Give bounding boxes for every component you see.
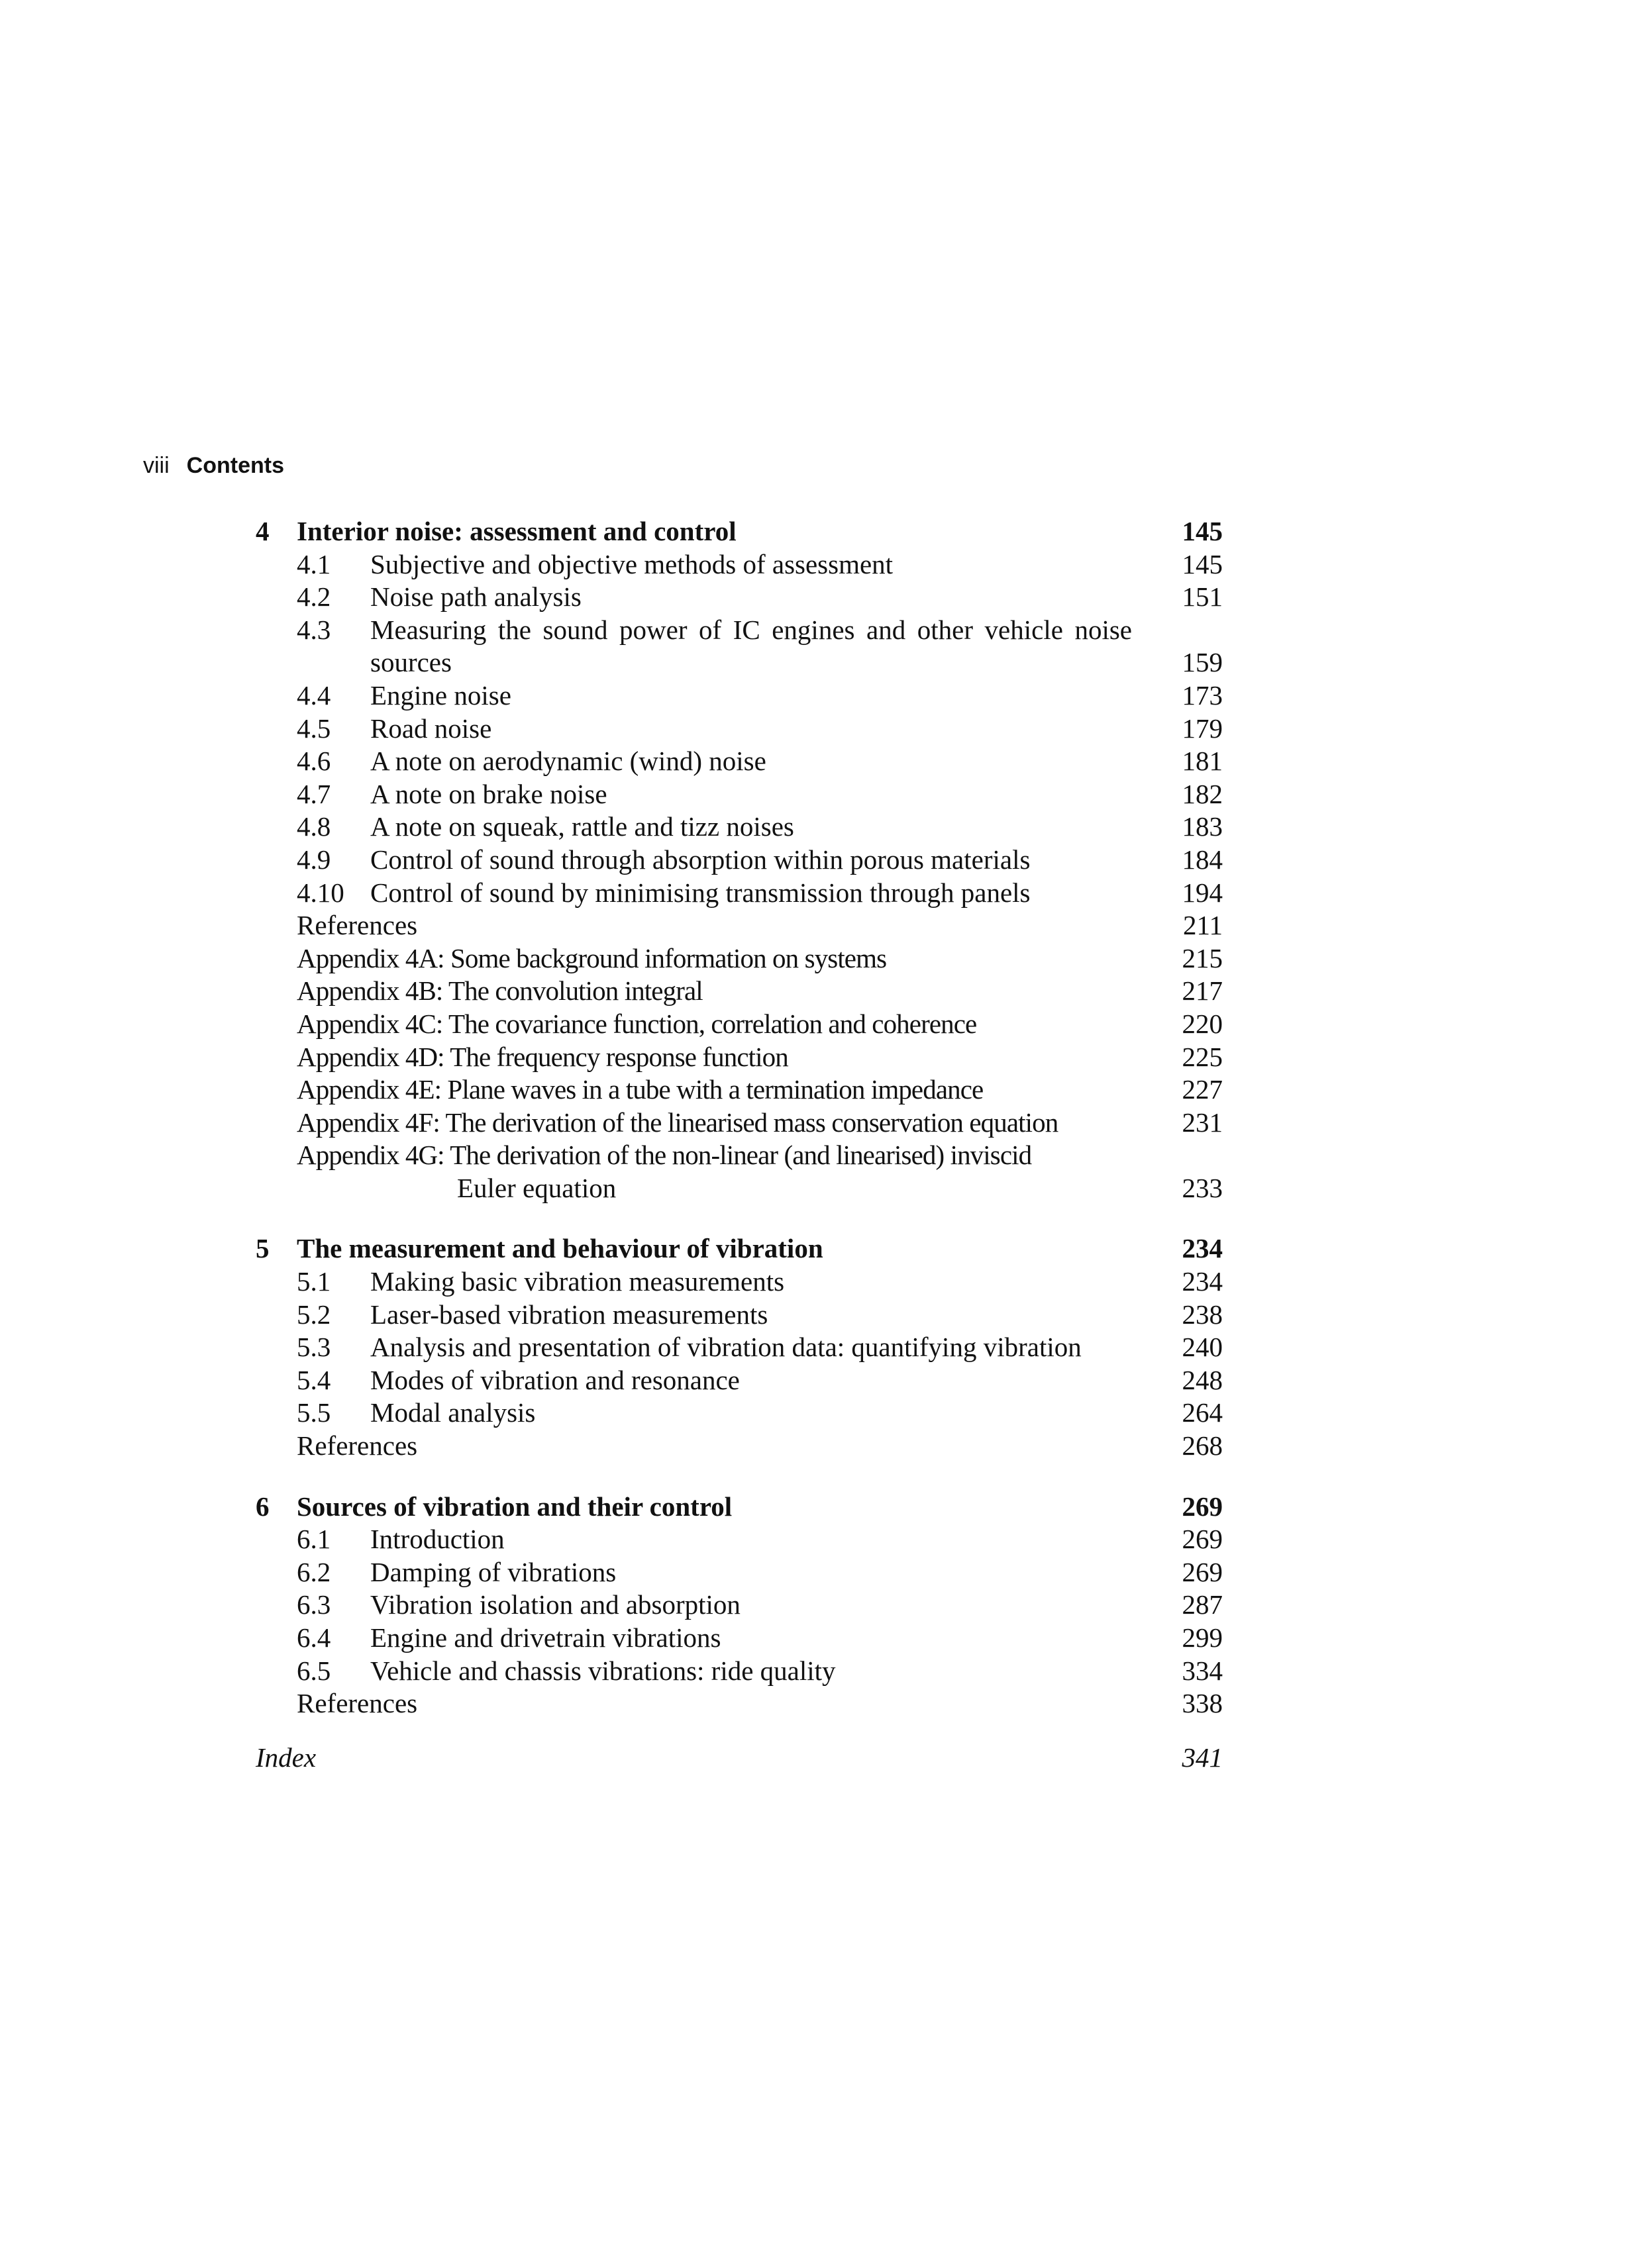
- toc-section[interactable]: [256, 713, 1223, 746]
- page-number: 248: [1182, 1364, 1223, 1395]
- references-title: References: [297, 1688, 418, 1719]
- chapter-5: [256, 1232, 1223, 1462]
- toc-section[interactable]: [256, 1556, 1223, 1589]
- toc-references[interactable]: [256, 1687, 1223, 1720]
- page-number: 234: [1182, 1266, 1223, 1297]
- toc-appendix[interactable]: [256, 1073, 1223, 1107]
- section-number: 4.7: [297, 778, 331, 809]
- section-number: 6.1: [297, 1524, 331, 1555]
- chapter-title: Interior noise: assessment and control: [297, 516, 737, 546]
- page-number: 151: [1182, 581, 1223, 613]
- toc-appendix[interactable]: [256, 1107, 1223, 1140]
- chapter-4: [256, 515, 1223, 1205]
- toc-section[interactable]: [256, 1523, 1223, 1556]
- page-number: 159: [1182, 647, 1223, 678]
- section-title: Control of sound through absorption within porous materials: [370, 844, 1031, 875]
- toc-appendix[interactable]: [256, 1008, 1223, 1041]
- section-number: 4.3: [297, 614, 331, 645]
- toc-section[interactable]: [256, 581, 1223, 614]
- appendix-title: Appendix 4E: Plane waves in a tube with a termination impedance: [297, 1074, 984, 1105]
- toc-index[interactable]: [256, 1742, 1223, 1775]
- toc-section[interactable]: [256, 1589, 1223, 1622]
- section-title: Modes of vibration and resonance: [370, 1364, 740, 1395]
- section-number: 4.8: [297, 811, 331, 842]
- page-number: 227: [1182, 1074, 1223, 1105]
- section-number: 5.2: [297, 1299, 331, 1330]
- page-number: 233: [1182, 1172, 1223, 1203]
- section-title: Analysis and presentation of vibration data: quantifying vibration: [370, 1332, 1082, 1363]
- section-title: Road noise: [370, 713, 492, 744]
- page-number: 183: [1182, 811, 1223, 842]
- section-title: Engine and drivetrain vibrations: [370, 1622, 721, 1653]
- section-number: 4.10: [297, 877, 344, 908]
- appendix-title: Appendix 4F: The derivation of the linearised mass conservation equation: [297, 1107, 1058, 1138]
- page-number: 334: [1182, 1655, 1223, 1686]
- toc-section[interactable]: [256, 1397, 1223, 1430]
- section-title: Noise path analysis: [370, 581, 582, 613]
- page-number: 264: [1182, 1397, 1223, 1428]
- chapter-heading[interactable]: [256, 1232, 1223, 1265]
- page-number: 240: [1182, 1332, 1223, 1363]
- section-number: 6.3: [297, 1589, 331, 1620]
- section-title: A note on brake noise: [370, 778, 607, 809]
- section-number: 5.1: [297, 1266, 331, 1297]
- section-title: Vibration isolation and absorption: [370, 1589, 741, 1620]
- page-number: 269: [1182, 1491, 1223, 1522]
- section-title: Damping of vibrations: [370, 1556, 617, 1587]
- page-number: 231: [1182, 1107, 1223, 1138]
- appendix-title: Appendix 4C: The covariance function, correlation and coherence: [297, 1008, 977, 1039]
- running-head: [143, 453, 284, 479]
- toc-section[interactable]: [256, 1622, 1223, 1655]
- toc-section[interactable]: [256, 548, 1223, 581]
- page-number: 225: [1182, 1041, 1223, 1072]
- toc-section[interactable]: [256, 877, 1223, 910]
- section-title: Engine noise: [370, 679, 511, 711]
- page-number: 341: [1182, 1742, 1223, 1773]
- page-number: 217: [1182, 975, 1223, 1007]
- chapter-number: 4: [256, 516, 270, 546]
- chapter-6: [256, 1491, 1223, 1720]
- chapter-number: 6: [256, 1491, 270, 1522]
- toc-appendix[interactable]: [256, 942, 1223, 975]
- section-title: Subjective and objective methods of assessment: [370, 548, 894, 579]
- appendix-title: Appendix 4G: The derivation of the non-linear (and linearised) inviscid: [297, 1140, 1032, 1171]
- section-number: 4.4: [297, 679, 331, 711]
- section-number: 4.1: [297, 548, 331, 579]
- toc-section[interactable]: [256, 1299, 1223, 1332]
- section-number: 6.4: [297, 1622, 331, 1653]
- page-number: 181: [1182, 746, 1223, 777]
- section-number: 4.6: [297, 746, 331, 777]
- toc-appendix[interactable]: [256, 1041, 1223, 1074]
- page-number: 287: [1182, 1589, 1223, 1620]
- toc-section[interactable]: [256, 679, 1223, 713]
- toc-section[interactable]: [256, 811, 1223, 844]
- section-number: 6.2: [297, 1556, 331, 1587]
- page-number: 145: [1182, 516, 1223, 546]
- section-title: Making basic vibration measurements: [370, 1266, 785, 1297]
- page-number: 220: [1182, 1008, 1223, 1039]
- page-number: 215: [1182, 942, 1223, 973]
- page-number: 269: [1182, 1524, 1223, 1555]
- toc-section[interactable]: [256, 1364, 1223, 1397]
- table-of-contents: [256, 515, 1223, 1774]
- section-title: Vehicle and chassis vibrations: ride quality: [370, 1655, 836, 1686]
- references-title: References: [297, 910, 418, 941]
- page-number: 145: [1182, 548, 1223, 579]
- toc-appendix[interactable]: [256, 975, 1223, 1008]
- section-title: A note on aerodynamic (wind) noise: [370, 746, 766, 777]
- page-number: 182: [1182, 778, 1223, 809]
- page-number: 238: [1182, 1299, 1223, 1330]
- page-number: 179: [1182, 713, 1223, 744]
- toc-references[interactable]: [256, 1430, 1223, 1463]
- chapter-title: The measurement and behaviour of vibration: [297, 1233, 823, 1264]
- running-head-title: Contents: [186, 453, 284, 478]
- toc-references[interactable]: [256, 909, 1223, 942]
- section-number: 4.9: [297, 844, 331, 875]
- page-folio: viii: [143, 453, 170, 478]
- section-title: Introduction: [370, 1524, 505, 1555]
- page-number: 194: [1182, 877, 1223, 908]
- chapter-number: 5: [256, 1233, 270, 1264]
- section-number: 6.5: [297, 1655, 331, 1686]
- toc-section[interactable]: [256, 1655, 1223, 1688]
- section-title: Control of sound by minimising transmission through panels: [370, 877, 1031, 908]
- toc-section[interactable]: [256, 1265, 1223, 1299]
- appendix-title: Appendix 4B: The convolution integral: [297, 975, 703, 1007]
- section-number: 5.3: [297, 1332, 331, 1363]
- toc-section[interactable]: [256, 778, 1223, 811]
- appendix-title-continuation: Euler equation: [457, 1172, 617, 1203]
- toc-section[interactable]: [256, 1331, 1223, 1364]
- page-number: 211: [1183, 910, 1223, 941]
- page-number: 234: [1182, 1233, 1223, 1264]
- section-number: 4.5: [297, 713, 331, 744]
- page-number: 269: [1182, 1556, 1223, 1587]
- section-title: Measuring the sound power of IC engines and other vehicle noise sources: [370, 614, 1132, 678]
- page-number: 268: [1182, 1430, 1223, 1461]
- toc-section[interactable]: [256, 614, 1223, 679]
- toc-appendix[interactable]: [256, 1139, 1223, 1205]
- toc-section[interactable]: [256, 844, 1223, 877]
- chapter-heading[interactable]: [256, 1491, 1223, 1524]
- page-number: 184: [1182, 844, 1223, 875]
- page-number: 338: [1182, 1688, 1223, 1719]
- section-number: 4.2: [297, 581, 331, 613]
- chapter-title: Sources of vibration and their control: [297, 1491, 733, 1522]
- section-title: Laser-based vibration measurements: [370, 1299, 768, 1330]
- index-title: Index: [256, 1742, 317, 1773]
- page-number: 173: [1182, 679, 1223, 711]
- section-title: A note on squeak, rattle and tizz noises: [370, 811, 794, 842]
- page-number: 299: [1182, 1622, 1223, 1653]
- references-title: References: [297, 1430, 418, 1461]
- chapter-heading[interactable]: [256, 515, 1223, 548]
- toc-section[interactable]: [256, 745, 1223, 778]
- section-number: 5.4: [297, 1364, 331, 1395]
- appendix-title: Appendix 4D: The frequency response function: [297, 1041, 788, 1072]
- appendix-title: Appendix 4A: Some background information on systems: [297, 942, 887, 973]
- section-title: Modal analysis: [370, 1397, 536, 1428]
- section-number: 5.5: [297, 1397, 331, 1428]
